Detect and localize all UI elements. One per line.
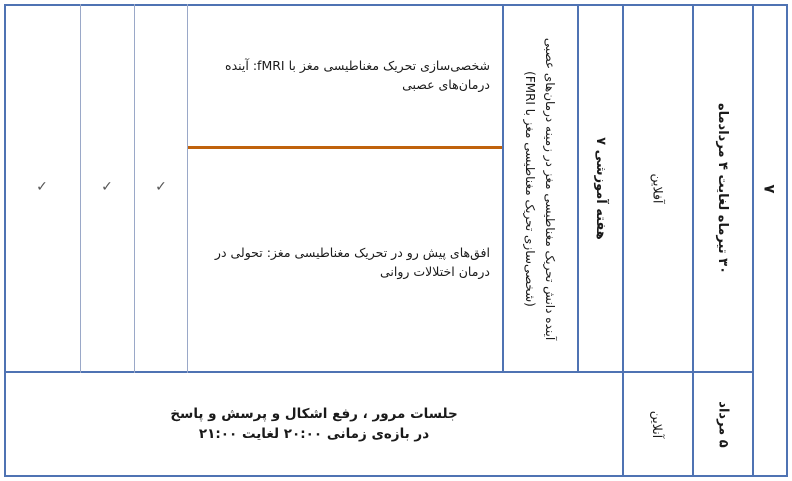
- session-mode: [624, 6, 692, 371]
- table-border-bottom: [4, 475, 788, 477]
- session-mode: [624, 373, 692, 475]
- check-mark-icon: ✓: [36, 179, 48, 195]
- review-session-title: جلسات مرور ، رفع اشکال و پرسش و پاسخ: [170, 406, 458, 422]
- topic-divider: [188, 146, 502, 149]
- row-number-text: ۷: [761, 183, 779, 194]
- check-mark-icon: ✓: [155, 179, 167, 195]
- table-border-right: [786, 4, 788, 477]
- week-title-line2: (شخصی‌سازی تحریک مغناطیسی مغز با FMRI): [523, 70, 538, 307]
- week-label-text: هفته آموزشی ۷: [593, 137, 609, 240]
- session-mode-text: آنلاین: [650, 410, 666, 438]
- week-label: [579, 6, 622, 371]
- check-mark-icon: ✓: [101, 179, 113, 195]
- session-date-text: ۵ مرداد: [715, 400, 731, 448]
- topic-item-text: افق‌های پیش رو در تحریک مغناطیسی مغز: تحولی در درمان اختلالات روانی: [214, 245, 490, 279]
- week-title-block: [521, 37, 561, 339]
- topic-item-text: شخصی‌سازی تحریک مغناطیسی مغز با fMRI: آینده درمان‌های عصبی: [225, 58, 490, 92]
- week-title-line1: آینده دانش تحریک مغناطیسی مغز در زمینه درمان‌های عصبی: [543, 37, 558, 340]
- review-session-time: در بازه‌ی زمانی ۲۰:۰۰ لغایت ۲۱:۰۰: [198, 426, 430, 442]
- session-date: [694, 6, 752, 371]
- session-date-text: ۳۰ تیرماه لغایت ۴ مردادماه: [715, 102, 731, 275]
- topic-item: [200, 56, 490, 94]
- session-date: [694, 373, 752, 475]
- session-mode-text: آفلاین: [650, 173, 666, 204]
- row-number: [754, 6, 786, 371]
- topic-item: [200, 243, 490, 281]
- review-session-info: [6, 373, 622, 475]
- col-line-check-1: [187, 4, 188, 373]
- week-title: [504, 6, 577, 371]
- col-line-check-3: [80, 4, 81, 373]
- col-line-check-2: [134, 4, 135, 373]
